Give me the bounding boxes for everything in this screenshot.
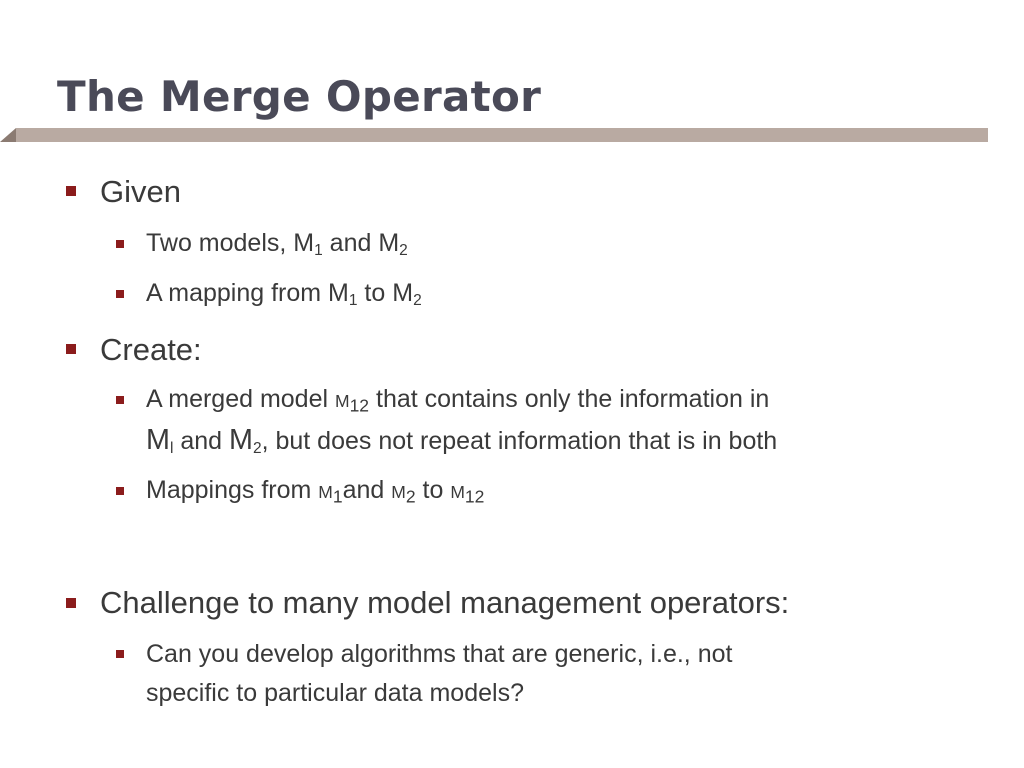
bullet-merged-model-line2 xyxy=(146,424,777,457)
bullet-marker xyxy=(116,396,124,404)
subscript: l xyxy=(169,439,174,457)
bullet-can-you-develop-line1: Can you develop algorithms that are generic, i.e., not xyxy=(146,640,733,668)
text: M xyxy=(146,424,170,456)
subscript: 1 xyxy=(348,291,358,309)
subscript: 2 xyxy=(399,241,408,259)
bullet-marker xyxy=(116,650,124,658)
text: Two models, M xyxy=(146,229,315,257)
bullet-two-models xyxy=(146,229,408,258)
text: A mapping from M xyxy=(146,279,349,307)
subscript: 12 xyxy=(464,486,485,507)
text: to M xyxy=(357,279,414,307)
text: and M xyxy=(322,229,400,257)
subscript: 1 xyxy=(314,241,323,259)
subscript: 1 xyxy=(332,486,343,507)
text: that contains only the information in xyxy=(369,385,770,413)
text: M xyxy=(229,424,253,456)
bullet-given: Given xyxy=(100,174,181,209)
bullet-marker xyxy=(116,290,124,298)
text: and xyxy=(342,476,392,504)
text: , but does not repeat information that is in both xyxy=(261,427,778,455)
title-rule xyxy=(16,128,988,142)
slide-title: The Merge Operator xyxy=(57,72,542,121)
text: M xyxy=(335,391,350,411)
text: Mappings from xyxy=(146,476,319,504)
bullet-marker xyxy=(66,186,76,196)
bullet-challenge: Challenge to many model management operators: xyxy=(100,585,790,620)
subscript: 2 xyxy=(252,439,262,457)
bullet-marker xyxy=(66,344,76,354)
bullet-create: Create: xyxy=(100,332,202,367)
bullet-mapping xyxy=(146,279,422,308)
text: to xyxy=(415,476,451,504)
title-rule-tip xyxy=(0,128,16,142)
subscript: 12 xyxy=(349,395,370,416)
text: A merged model xyxy=(146,385,335,413)
bullet-marker xyxy=(116,240,124,248)
bullet-marker xyxy=(116,487,124,495)
bullet-mappings-from xyxy=(146,476,484,505)
bullet-merged-model-line1 xyxy=(146,385,769,414)
text: and xyxy=(173,427,230,455)
text: M xyxy=(391,482,406,502)
subscript: 2 xyxy=(405,486,416,507)
subscript: 2 xyxy=(413,291,422,309)
text: M xyxy=(450,482,465,502)
bullet-marker xyxy=(66,598,76,608)
bullet-can-you-develop-line2: specific to particular data models? xyxy=(146,679,524,707)
text: M xyxy=(318,482,333,502)
